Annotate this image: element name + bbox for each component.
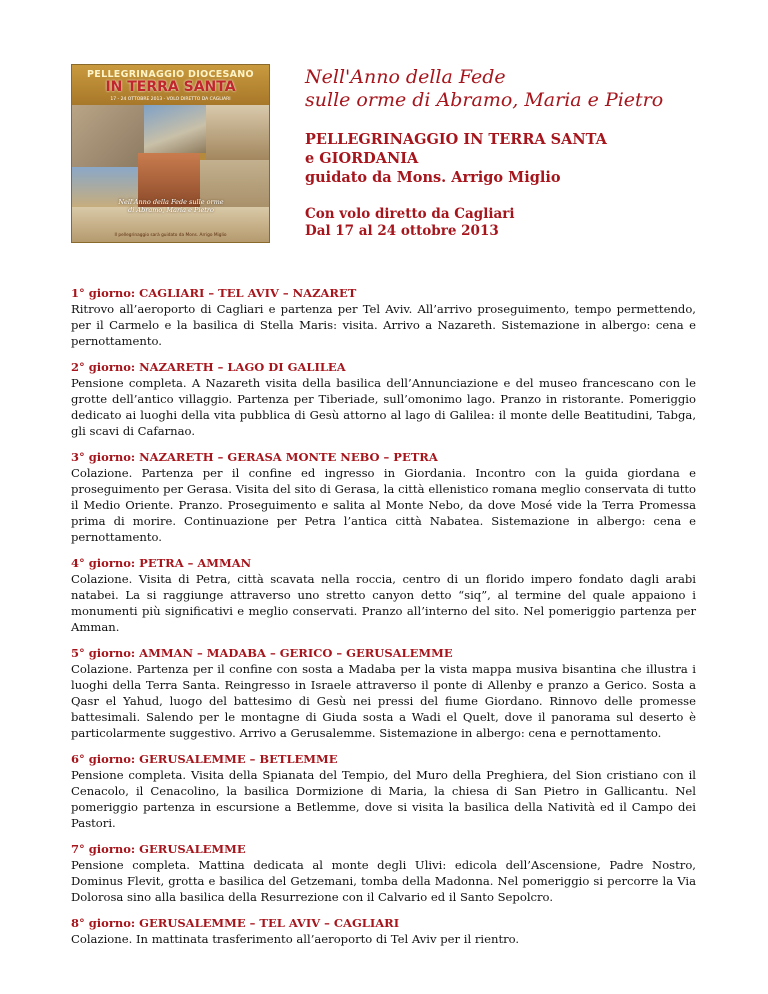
day-description: Pensione completa. Visita della Spianata del Tempio, del Muro della Preghiera, del Sion cristiano con il Cenacolo, il Cenacolino, la basilica Dormizione di Maria, la chiesa di San Pietro in Gallicantu. Nel pomeriggio partenza in escursione a Betlemme, dove si visita la basilica della Natività ed il Campo dei Pastori. — [71, 768, 696, 830]
day-heading: 2° giorno: NAZARETH – LAGO DI GALILEA — [71, 360, 346, 374]
poster-caption: Nell'Anno della Fede sulle orme di Abramo, Maria e Pietro — [118, 198, 224, 214]
travel-dates — [305, 206, 514, 240]
day-description: Colazione. In mattinata trasferimento all’aeroporto di Tel Aviv per il rientro. — [71, 932, 520, 946]
date-line-2: Dal 17 al 24 ottobre 2013 — [305, 223, 499, 239]
day-description: Pensione completa. Mattina dedicata al monte degli Ulivi: edicola dell’Ascensione, Padre Nostro, Dominus Flevit, grotta e basilica del Getzemani, tomba della Madonna. Nel pomeriggio si percorre la Via Dolorosa sino alla basilica della Resurrezione con il Calvario ed il Santo Sepolcro. — [71, 858, 696, 904]
poster-footer: Il pellegrinaggio sarà guidato da Mons. Arrigo Miglio — [114, 233, 227, 238]
day-description: Pensione completa. A Nazareth visita della basilica dell’Annunciazione e del museo francescano con le grotte dell’antico villaggio. Partenza per Tiberiade, sull’omonimo lago. Pranzo in ristorante. Pomeriggio dedicato ai luoghi della vita pubblica di Gesù attorno al lago di Galilea: il monte delle Beatitudini, Tabga, gli scavi di Cafarnao. — [71, 376, 696, 438]
day-2 — [71, 359, 696, 439]
poster-title-line2: IN TERRA SANTA — [105, 79, 236, 95]
photo-petra — [206, 105, 269, 160]
day-description: Colazione. Partenza per il confine ed ingresso in Giordania. Incontro con la guida giordana e proseguimento per Gerasa. Visita del sito di Gerasa, la città ellenistico romana meglio conservata di tutto il Medio Oriente. Pranzo. Proseguimento e salita al Monte Nebo, da dove Mosé vide la Terra Promessa prima di morire. Continuazione per Petra l’antica città Nabatea. Sistemazione in albergo: cena e pernottamento. — [71, 466, 696, 544]
day-heading: 4° giorno: PETRA – AMMAN — [71, 556, 252, 570]
day-description: Colazione. Visita di Petra, città scavata nella roccia, centro di un florido impero fondato dagli arabi natabei. La si raggiunge attraverso uno stretto canyon detto “siq”, al termine del quale appaiono i monumenti più significativi e meglio conservati. Pranzo all’interno del sito. Nel pomeriggio partenza per Amman. — [71, 572, 696, 634]
title-line-2: sulle orme di Abramo, Maria e Pietro — [305, 89, 664, 111]
day-4 — [71, 555, 696, 635]
day-heading: 8° giorno: GERUSALEMME – TEL AVIV – CAGLIARI — [71, 916, 400, 930]
document-title — [305, 66, 663, 112]
day-heading: 6° giorno: GERUSALEMME – BETLEMME — [71, 752, 338, 766]
day-heading: 7° giorno: GERUSALEMME — [71, 842, 246, 856]
day-heading: 5° giorno: AMMAN – MADABA – GERICO – GERUSALEMME — [71, 646, 453, 660]
subtitle-line-3: guidato da Mons. Arrigo Miglio — [305, 169, 561, 186]
photo-basilica — [144, 105, 206, 153]
day-3 — [71, 449, 696, 545]
day-7 — [71, 841, 696, 905]
day-heading: 3° giorno: NAZARETH – GERASA MONTE NEBO – PETRA — [71, 450, 438, 464]
itinerary — [71, 285, 696, 957]
subtitle-line-2: e GIORDANIA — [305, 150, 419, 167]
day-1 — [71, 285, 696, 349]
day-6 — [71, 751, 696, 831]
date-line-1: Con volo diretto da Cagliari — [305, 206, 515, 222]
day-description: Colazione. Partenza per il confine con sosta a Madaba per la vista mappa musiva bisantina che illustra i luoghi della Terra Santa. Reingresso in Israele attraverso il ponte di Allenby e pranzo a Gerico. Sosta a Qasr el Yahud, luogo del battesimo di Gesù nei pressi del fiume Giordano. Rinnovo delle promesse battesimali. Salendo per le montagne di Giuda sosta a Wadi el Quelt, dove il panorama sul deserto è particolarmente suggestivo. Arrivo a Gerusalemme. Sistemazione in albergo: cena e pernottamento. — [71, 662, 696, 740]
document-subtitle — [305, 130, 607, 187]
title-line-1: Nell'Anno della Fede — [305, 66, 506, 88]
day-5 — [71, 645, 696, 741]
subtitle-line-1: PELLEGRINAGGIO IN TERRA SANTA — [305, 131, 607, 148]
cover-poster-image — [71, 64, 270, 243]
photo-ruins — [72, 105, 144, 167]
day-heading: 1° giorno: CAGLIARI – TEL AVIV – NAZARET — [71, 286, 357, 300]
poster-title-line1: PELLEGRINAGGIO DIOCESANO — [87, 69, 254, 80]
day-description: Ritrovo all’aeroporto di Cagliari e partenza per Tel Aviv. All’arrivo proseguimento, tempo permettendo, per il Carmelo e la basilica di Stella Maris: visita. Arrivo a Nazareth. Sistemazione in albergo: cena e pernottamento. — [71, 302, 696, 348]
day-8 — [71, 915, 696, 947]
poster-dates: 17 - 24 OTTOBRE 2013 - VOLO DIRETTO DA CAGLIARI — [110, 97, 231, 102]
